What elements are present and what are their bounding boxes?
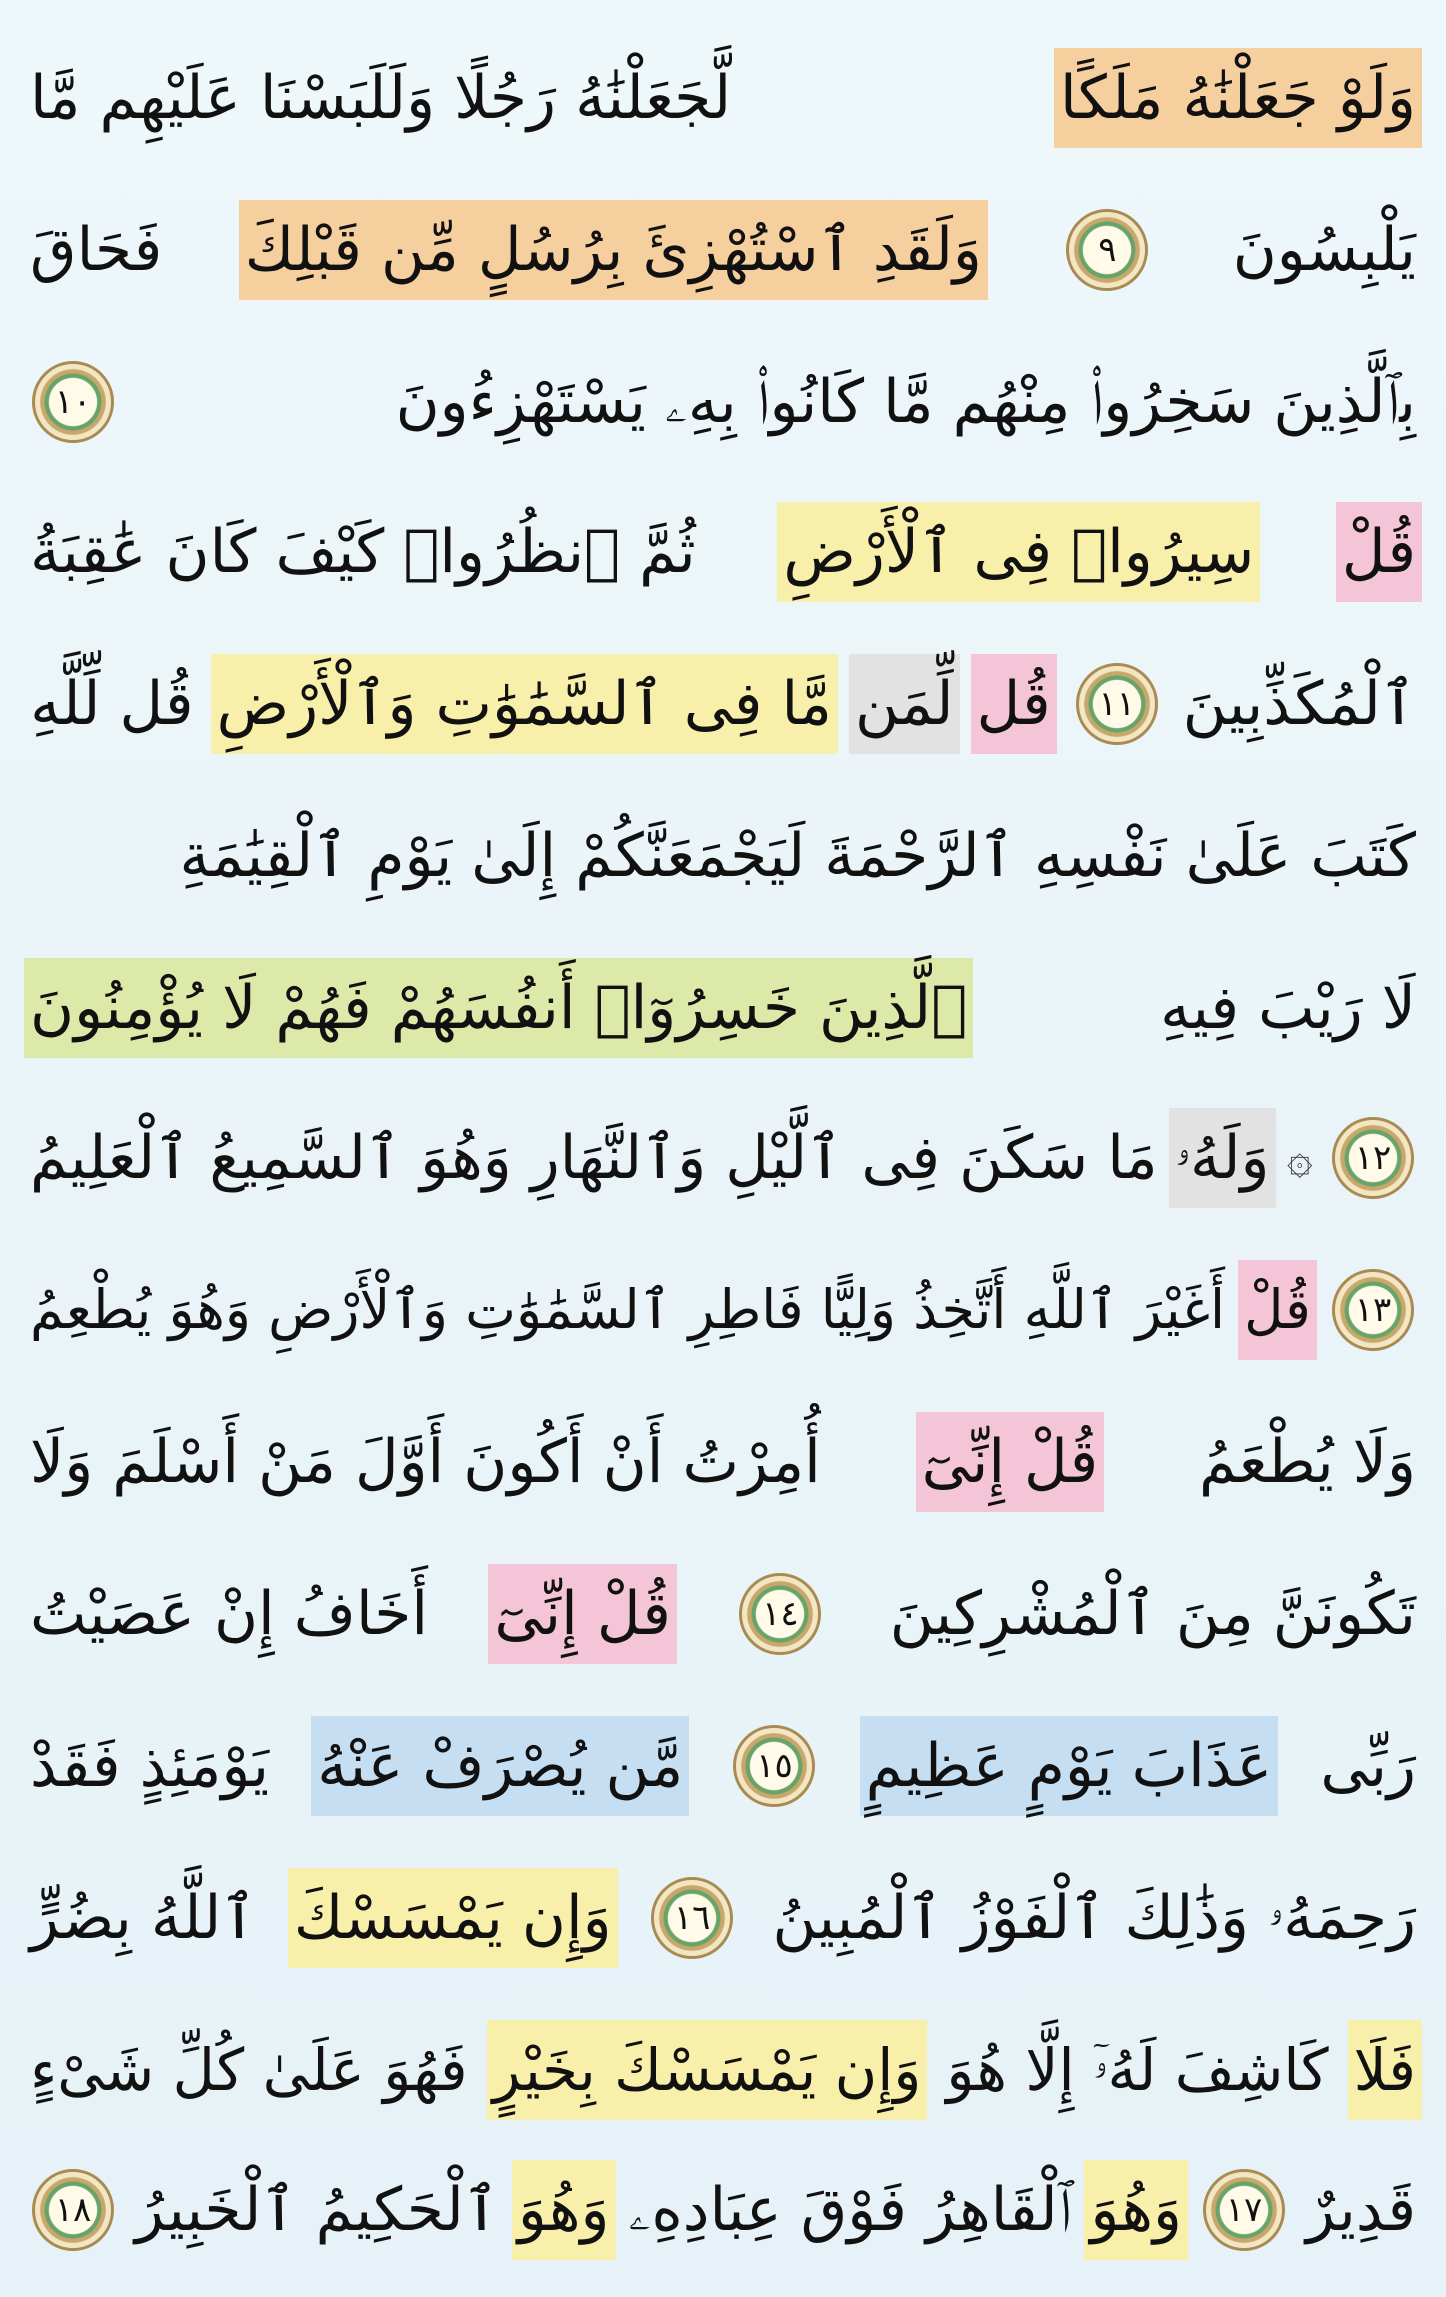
ayah-line: [24, 798, 1422, 914]
ayah-number-marker: ١٤: [739, 1573, 821, 1655]
verse-text: وَلَا يُطْعَمُ: [1198, 1427, 1416, 1497]
ayah-line: [24, 2152, 1422, 2268]
highlighted-text: وَهُوَ: [512, 2160, 616, 2260]
verse-text: فَحَاقَ: [30, 215, 163, 285]
verse-text: ٱلْقَاهِرُ فَوْقَ عِبَادِهِۦ: [628, 2175, 1072, 2245]
ayah-number-marker: ١٨: [32, 2169, 114, 2251]
verse-text: ٱللَّهُ بِضُرٍّ: [30, 1883, 257, 1953]
verse-text: كَتَبَ عَلَىٰ نَفْسِهِ ٱلرَّحْمَةَ لَيَجْمَعَنَّكُمْ إِلَىٰ يَوْمِ ٱلْقِيَٰمَةِ: [179, 821, 1416, 891]
ayah-line: [24, 1556, 1422, 1672]
verse-text: قُل لِّلَّهِ: [30, 669, 194, 739]
ayah-number-marker: ١٠: [32, 361, 114, 443]
ayah-line: [24, 2012, 1422, 2128]
verse-text: أَخَافُ إِنْ عَصَيْتُ: [30, 1579, 428, 1649]
highlighted-text: قُل: [971, 654, 1057, 754]
highlighted-text: وَهُوَ: [1084, 2160, 1188, 2260]
highlighted-text: فَلَا: [1348, 2020, 1422, 2120]
highlighted-text: وَإِن يَمْسَسْكَ بِخَيْرٍ: [487, 2020, 928, 2120]
verse-text: فَهُوَ عَلَىٰ كُلِّ شَىْءٍ: [30, 2036, 468, 2104]
ayah-line: [24, 950, 1422, 1066]
ayah-line: [24, 40, 1422, 156]
ayah-number-marker: ٩: [1066, 209, 1148, 291]
highlighted-text: لِّمَن: [849, 654, 960, 754]
ayah-number-marker: ١٧: [1203, 2169, 1285, 2251]
highlighted-text: عَذَابَ يَوْمٍ عَظِيمٍ: [860, 1716, 1279, 1816]
verse-text: رَحِمَهُۥ وَذَٰلِكَ ٱلْفَوْزُ ٱلْمُبِينُ: [772, 1883, 1416, 1953]
verse-text: كَاشِفَ لَهُۥٓ إِلَّا هُوَ: [946, 2036, 1329, 2104]
ayah-number-marker: ١١: [1076, 663, 1158, 745]
verse-text: مَا سَكَنَ فِى ٱلَّيْلِ وَٱلنَّهَارِ وَهُوَ ٱلسَّمِيعُ ٱلْعَلِيمُ: [30, 1123, 1158, 1193]
highlighted-text: قُلْ إِنِّىٓ: [488, 1564, 677, 1664]
hizb-star-icon: ۞: [1286, 1132, 1313, 1184]
verse-text: أُمِرْتُ أَنْ أَكُونَ أَوَّلَ مَنْ أَسْلَمَ وَلَا: [30, 1427, 821, 1497]
verse-text: بِٱلَّذِينَ سَخِرُوا۟ مِنْهُم مَّا كَانُوا۟ بِهِۦ يَسْتَهْزِءُونَ: [395, 367, 1416, 437]
highlighted-text: مَّا فِى ٱلسَّمَٰوَٰتِ وَٱلْأَرْضِ: [211, 654, 838, 754]
ayah-line: [24, 1100, 1422, 1216]
ayah-number-marker: ١٣: [1332, 1269, 1414, 1351]
ayah-line: [24, 494, 1422, 610]
verse-text: تَكُونَنَّ مِنَ ٱلْمُشْرِكِينَ: [889, 1579, 1416, 1649]
highlighted-text: مَّن يُصْرَفْ عَنْهُ: [311, 1716, 689, 1816]
highlighted-text: قُلْ: [1238, 1260, 1317, 1360]
ayah-line: [24, 1404, 1422, 1520]
verse-text: لَّجَعَلْنَٰهُ رَجُلًا وَلَلَبَسْنَا عَلَيْهِم مَّا: [30, 63, 732, 133]
verse-text: يَوْمَئِذٍ فَقَدْ: [30, 1731, 270, 1801]
verse-text: رَبِّى: [1320, 1731, 1416, 1801]
verse-text: يَلْبِسُونَ: [1232, 215, 1416, 285]
highlighted-text: وَلَهُۥ: [1169, 1108, 1275, 1208]
ayah-line: [24, 192, 1422, 308]
highlighted-text: قُلْ إِنِّىٓ: [916, 1412, 1105, 1512]
verse-text: ٱلْحَكِيمُ ٱلْخَبِيرُ: [135, 2175, 499, 2245]
ayah-line: [24, 344, 1422, 460]
ayah-line: [24, 646, 1422, 762]
highlighted-text: وَإِن يَمْسَسْكَ: [288, 1868, 618, 1968]
ayah-line: [24, 1860, 1422, 1976]
ayah-number-marker: ١٢: [1332, 1117, 1414, 1199]
ayah-number-marker: ١٥: [733, 1725, 815, 1807]
verse-text: قَدِيرٌ: [1306, 2175, 1416, 2245]
highlighted-text: ٱلَّذِينَ خَسِرُوٓا۟ أَنفُسَهُمْ فَهُمْ لَا يُؤْمِنُونَ: [24, 958, 973, 1058]
highlighted-text: سِيرُوا۟ فِى ٱلْأَرْضِ: [777, 502, 1260, 602]
ayah-line: [24, 1708, 1422, 1824]
highlighted-text: قُلْ: [1336, 502, 1422, 602]
highlighted-text: وَلَقَدِ ٱسْتُهْزِئَ بِرُسُلٍ مِّن قَبْلِكَ: [239, 200, 988, 300]
ayah-number-marker: ١٦: [651, 1877, 733, 1959]
highlighted-text: وَلَوْ جَعَلْنَٰهُ مَلَكًا: [1054, 48, 1422, 148]
verse-text: ثُمَّ ٱنظُرُوا۟ كَيْفَ كَانَ عَٰقِبَةُ: [30, 517, 696, 587]
verse-text: لَا رَيْبَ فِيهِ: [1160, 973, 1416, 1043]
verse-text: ٱلْمُكَذِّبِينَ: [1182, 669, 1416, 739]
verse-text: أَغَيْرَ ٱللَّهِ أَتَّخِذُ وَلِيًّا فَاطِرِ ٱلسَّمَٰوَٰتِ وَٱلْأَرْضِ وَهُوَ يُطْعِمُ: [30, 1278, 1225, 1341]
ayah-line: [24, 1252, 1422, 1368]
